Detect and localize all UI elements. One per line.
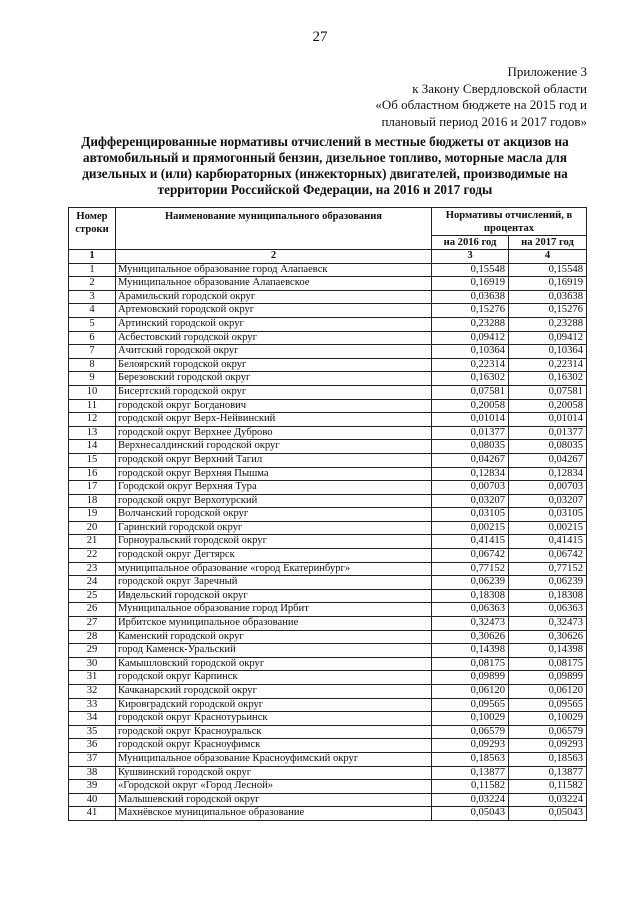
header-2016: на 2016 год [432,236,509,250]
norm-2017: 0,09293 [509,739,587,753]
row-number: 40 [69,793,116,807]
table-row [69,671,587,685]
norm-2016: 0,06239 [432,576,509,590]
municipality-name: городской округ Карпинск [116,671,432,685]
table-row [69,372,587,386]
norm-2016: 0,41415 [432,535,509,549]
municipality-name: Березовский городской округ [116,372,432,386]
table-row [69,549,587,563]
norm-2017: 0,13877 [509,766,587,780]
table-row [69,277,587,291]
row-number: 23 [69,562,116,576]
table-row [69,685,587,699]
table-row [69,807,587,821]
norm-2016: 0,04267 [432,453,509,467]
page-number: 27 [312,29,328,45]
header-2017: на 2017 год [509,236,587,250]
norm-2017: 0,01014 [509,413,587,427]
norm-2017: 0,09565 [509,698,587,712]
table-row [69,331,587,345]
table-row [69,508,587,522]
municipality-name: городской округ Красноуральск [116,725,432,739]
norm-2016: 0,03224 [432,793,509,807]
column-index: 3 [432,250,509,264]
norm-2017: 0,09899 [509,671,587,685]
norm-2016: 0,10364 [432,345,509,359]
municipality-name: Кировградский городской округ [116,698,432,712]
row-number: 10 [69,385,116,399]
norm-2017: 0,11582 [509,780,587,794]
table-row [69,576,587,590]
table-row [69,725,587,739]
norm-2017: 0,05043 [509,807,587,821]
norm-2017: 0,07581 [509,385,587,399]
norm-2016: 0,22314 [432,358,509,372]
norm-2016: 0,03207 [432,494,509,508]
row-number: 18 [69,494,116,508]
header-number: Номер строки [69,208,116,250]
norm-2016: 0,32473 [432,617,509,631]
row-number: 16 [69,467,116,481]
table-row [69,263,587,277]
row-number: 22 [69,549,116,563]
table-row [69,752,587,766]
municipality-name: «Городской округ «Город Лесной» [116,780,432,794]
municipality-name: Городской округ Верхняя Тура [116,481,432,495]
norm-2017: 0,16919 [509,277,587,291]
norm-2016: 0,09293 [432,739,509,753]
norm-2016: 0,07581 [432,385,509,399]
table-row [69,290,587,304]
header-name: Наименование муниципального образования [116,208,432,250]
column-index: 1 [69,250,116,264]
norm-2016: 0,18563 [432,752,509,766]
table-row [69,793,587,807]
norm-2017: 0,15276 [509,304,587,318]
municipality-name: Муниципальное образование город Ирбит [116,603,432,617]
norm-2017: 0,03638 [509,290,587,304]
table-row [69,657,587,671]
row-number: 3 [69,290,116,304]
row-number: 27 [69,617,116,631]
municipality-name: Каменский городской округ [116,630,432,644]
norm-2016: 0,18308 [432,589,509,603]
row-number: 1 [69,263,116,277]
norm-2016: 0,00703 [432,481,509,495]
norm-2016: 0,03638 [432,290,509,304]
norm-2017: 0,14398 [509,644,587,658]
row-number: 38 [69,766,116,780]
table-row [69,712,587,726]
norm-2017: 0,20058 [509,399,587,413]
table-row [69,304,587,318]
table-row [69,698,587,712]
norm-2017: 0,10364 [509,345,587,359]
norm-2016: 0,12834 [432,467,509,481]
table-row [69,385,587,399]
municipality-name: Белоярский городской округ [116,358,432,372]
norm-2017: 0,06363 [509,603,587,617]
row-number: 2 [69,277,116,291]
norm-2016: 0,30626 [432,630,509,644]
row-number: 39 [69,780,116,794]
column-index: 2 [116,250,432,264]
municipality-name: Муниципальное образование город Алапаевск [116,263,432,277]
row-number: 41 [69,807,116,821]
norm-2016: 0,01014 [432,413,509,427]
municipality-name: муниципальное образование «город Екатеринбург» [116,562,432,576]
norm-2017: 0,00703 [509,481,587,495]
norm-2016: 0,06579 [432,725,509,739]
norm-2016: 0,16919 [432,277,509,291]
municipality-name: городской округ Дегтярск [116,549,432,563]
table-row [69,766,587,780]
norm-2017: 0,03224 [509,793,587,807]
norm-2016: 0,09412 [432,331,509,345]
row-number: 8 [69,358,116,372]
table-row [69,317,587,331]
norm-2016: 0,09899 [432,671,509,685]
norm-2017: 0,06742 [509,549,587,563]
norm-2016: 0,08035 [432,440,509,454]
header-norms: Нормативы отчислений, в процентах [432,208,587,236]
norm-2017: 0,18308 [509,589,587,603]
row-number: 4 [69,304,116,318]
appendix-line: к Закону Свердловской области [412,80,587,96]
norm-2016: 0,06120 [432,685,509,699]
table-row [69,603,587,617]
norm-2017: 0,06120 [509,685,587,699]
municipality-name: Асбестовский городской округ [116,331,432,345]
norm-2016: 0,77152 [432,562,509,576]
municipality-name: Махнёвское муниципальное образование [116,807,432,821]
row-number: 37 [69,752,116,766]
row-number: 31 [69,671,116,685]
municipality-name: Качканарский городской округ [116,685,432,699]
norm-2016: 0,09565 [432,698,509,712]
norm-2017: 0,30626 [509,630,587,644]
norm-2017: 0,03207 [509,494,587,508]
table-row [69,535,587,549]
row-number: 7 [69,345,116,359]
row-number: 34 [69,712,116,726]
norm-2016: 0,20058 [432,399,509,413]
norm-2016: 0,06363 [432,603,509,617]
norm-2017: 0,23288 [509,317,587,331]
table-row [69,345,587,359]
row-number: 12 [69,413,116,427]
table-row [69,521,587,535]
row-number: 35 [69,725,116,739]
norm-2016: 0,08175 [432,657,509,671]
row-number: 11 [69,399,116,413]
norm-2017: 0,12834 [509,467,587,481]
norms-table [68,207,587,821]
row-number: 20 [69,521,116,535]
row-number: 17 [69,481,116,495]
row-number: 29 [69,644,116,658]
municipality-name: город Каменск-Уральский [116,644,432,658]
table-row [69,494,587,508]
norm-2016: 0,00215 [432,521,509,535]
appendix-line: плановый период 2016 и 2017 годов» [381,113,587,129]
municipality-name: городской округ Заречный [116,576,432,590]
norm-2017: 0,01377 [509,426,587,440]
norm-2016: 0,06742 [432,549,509,563]
municipality-name: Гаринский городской округ [116,521,432,535]
row-number: 5 [69,317,116,331]
row-number: 25 [69,589,116,603]
row-number: 9 [69,372,116,386]
norm-2017: 0,16302 [509,372,587,386]
municipality-name: Арамильский городской округ [116,290,432,304]
municipality-name: городской округ Верх-Нейвинский [116,413,432,427]
row-number: 15 [69,453,116,467]
table-row [69,467,587,481]
municipality-name: городской округ Богданович [116,399,432,413]
municipality-name: Волчанский городской округ [116,508,432,522]
row-number: 13 [69,426,116,440]
municipality-name: Артемовский городской округ [116,304,432,318]
municipality-name: Ирбитское муниципальное образование [116,617,432,631]
municipality-name: Верхнесалдинский городской округ [116,440,432,454]
municipality-name: городской округ Верхнее Дуброво [116,426,432,440]
row-number: 32 [69,685,116,699]
municipality-name: Камышловский городской округ [116,657,432,671]
row-number: 26 [69,603,116,617]
table-row [69,562,587,576]
norm-2017: 0,08035 [509,440,587,454]
norm-2016: 0,11582 [432,780,509,794]
appendix-header [375,64,587,130]
norm-2017: 0,00215 [509,521,587,535]
table-row [69,644,587,658]
norm-2017: 0,15548 [509,263,587,277]
norm-2016: 0,05043 [432,807,509,821]
table-row [69,358,587,372]
municipality-name: Муниципальное образование Красноуфимский округ [116,752,432,766]
table-row [69,440,587,454]
norm-2017: 0,32473 [509,617,587,631]
norm-2017: 0,10029 [509,712,587,726]
table-row [69,481,587,495]
municipality-name: городской округ Верхотурский [116,494,432,508]
table-row [69,453,587,467]
row-number: 14 [69,440,116,454]
row-number: 30 [69,657,116,671]
table-row [69,589,587,603]
norm-2017: 0,18563 [509,752,587,766]
row-number: 21 [69,535,116,549]
appendix-line: Приложение 3 [507,64,587,79]
table-row [69,630,587,644]
row-number: 19 [69,508,116,522]
row-number: 28 [69,630,116,644]
table-row [69,399,587,413]
norm-2016: 0,16302 [432,372,509,386]
norm-2016: 0,15276 [432,304,509,318]
table-row [69,739,587,753]
norm-2017: 0,22314 [509,358,587,372]
row-number: 36 [69,739,116,753]
norm-2016: 0,10029 [432,712,509,726]
norm-2016: 0,03105 [432,508,509,522]
appendix-line: «Об областном бюджете на 2015 год и [375,97,587,112]
table-body [69,263,587,820]
table-row [69,426,587,440]
municipality-name: Ачитский городской округ [116,345,432,359]
municipality-name: городской округ Красноуфимск [116,739,432,753]
norm-2016: 0,13877 [432,766,509,780]
norm-2017: 0,04267 [509,453,587,467]
norm-2017: 0,77152 [509,562,587,576]
table-row [69,413,587,427]
row-number: 6 [69,331,116,345]
norm-2017: 0,03105 [509,508,587,522]
municipality-name: Муниципальное образование Алапаевское [116,277,432,291]
table-row [69,617,587,631]
norm-2017: 0,06239 [509,576,587,590]
norm-2017: 0,41415 [509,535,587,549]
municipality-name: Бисертский городской округ [116,385,432,399]
municipality-name: Кушвинский городской округ [116,766,432,780]
header-row [69,208,587,236]
document-title: Дифференцированные нормативы отчислений в местные бюджеты от акцизов на автомобильный и прямогонный бензин, дизельное топливо, моторные масла для дизельных и (или) карбюраторных (инжекторных) двигателей, производимые на территории Российской Федерации, на 2016 и 2017 годы [81,134,569,197]
column-index: 4 [509,250,587,264]
municipality-name: Ивдельский городской округ [116,589,432,603]
norm-2017: 0,08175 [509,657,587,671]
table-row [69,780,587,794]
municipality-name: Малышевский городской округ [116,793,432,807]
norm-2016: 0,14398 [432,644,509,658]
municipality-name: городской округ Верхний Тагил [116,453,432,467]
norm-2017: 0,06579 [509,725,587,739]
norm-2016: 0,15548 [432,263,509,277]
norm-2017: 0,09412 [509,331,587,345]
municipality-name: городской округ Верхняя Пышма [116,467,432,481]
municipality-name: Горноуральский городской округ [116,535,432,549]
norm-2016: 0,23288 [432,317,509,331]
row-number: 24 [69,576,116,590]
municipality-name: Артинский городской округ [116,317,432,331]
norm-2016: 0,01377 [432,426,509,440]
column-index-row [69,250,587,264]
municipality-name: городской округ Краснотурьинск [116,712,432,726]
row-number: 33 [69,698,116,712]
